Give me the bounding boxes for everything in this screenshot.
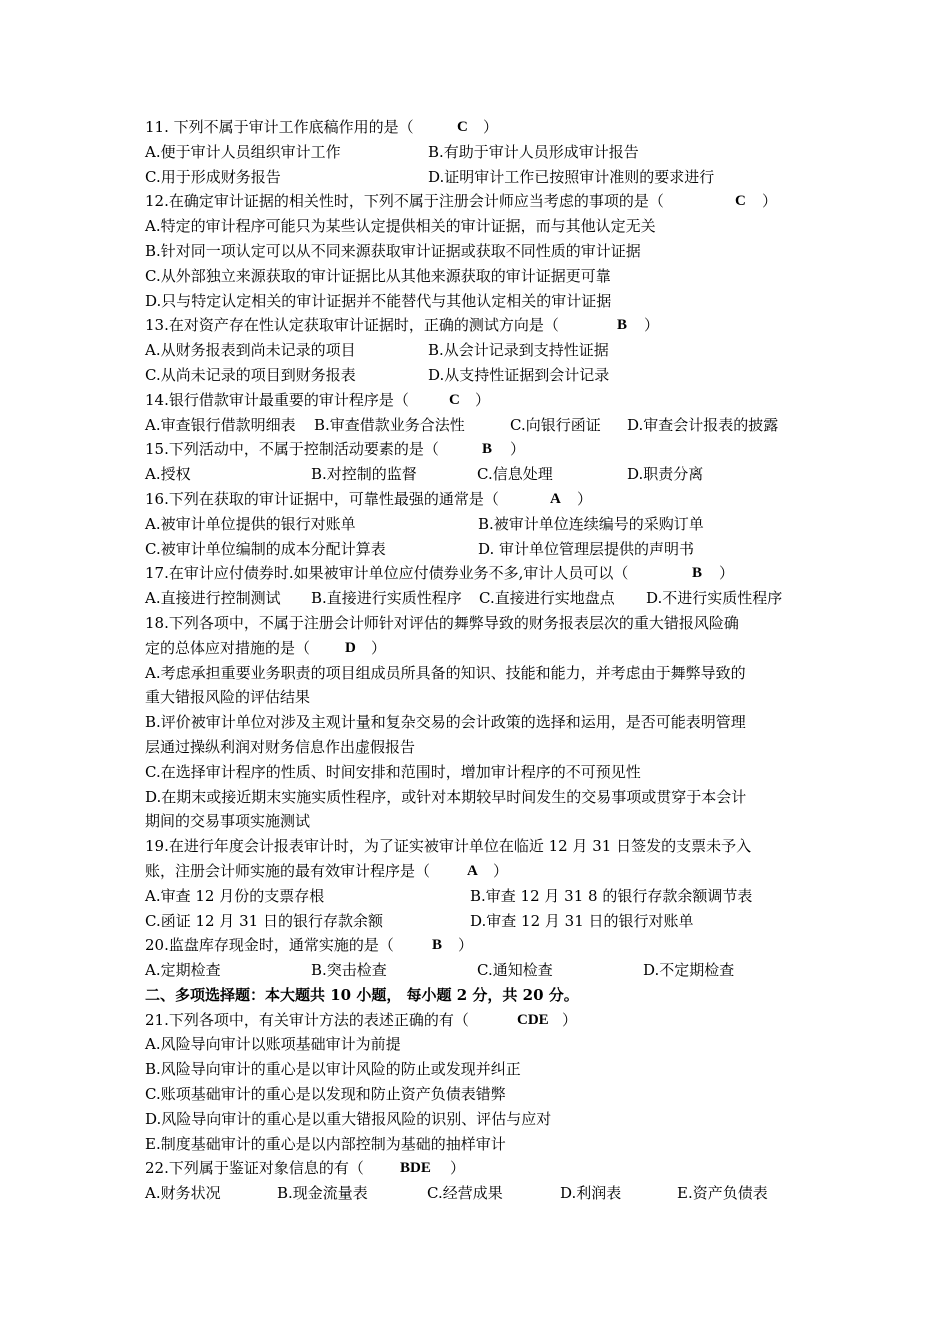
close-paren: ） [762,192,778,211]
question-text: 20.监盘库存现金时，通常实施的是（ [145,936,394,955]
close-paren: ） [475,390,491,409]
question-17-stem [145,561,825,586]
option-a: A.特定的审计程序可能只为某些认定提供相关的审计证据，而与其他认定无关 [145,217,656,236]
answer: A [467,862,478,879]
question-13-options-ab [145,338,825,363]
question-text: 12.在确定审计证据的相关性时，下列不属于注册会计师应当考虑的事项的是（ [145,192,664,211]
question-19-options-ab [145,884,825,909]
option-a: A.被审计单位提供的银行对账单 [145,514,356,533]
answer: C [457,119,468,135]
option-a: A.定期检查 [145,961,221,980]
question-11-options-ab [145,140,825,165]
close-paren: ） [450,1159,466,1178]
answer: CDE [517,1011,549,1028]
option-c: C.经营成果 [427,1184,503,1203]
option-d: D. 审计单位管理层提供的声明书 [478,539,695,558]
question-text: 22.下列属于鉴证对象信息的有（ [145,1159,364,1178]
close-paren: ） [719,564,735,583]
close-paren: ） [493,861,509,880]
question-21-option-a [145,1032,825,1057]
close-paren: ） [483,118,499,136]
option-b: B.有助于审计人员形成审计报告 [428,142,639,161]
question-19-options-cd [145,909,825,934]
question-12-option-b [145,239,825,264]
option-a: A.便于审计人员组织审计工作 [145,142,341,161]
question-20-stem [145,933,825,958]
question-21-option-c [145,1082,825,1107]
question-20-options [145,958,825,983]
answer: BDE [400,1160,431,1177]
option-a: A.审查 12 月份的支票存根 [145,886,325,905]
option-c: C.直接进行实地盘点 [479,589,615,608]
option-b: B.突击检查 [311,961,387,980]
option-b: B.被审计单位连续编号的采购订单 [478,514,704,533]
question-18-option-b-line2 [145,735,825,760]
close-paren: ） [577,489,593,508]
option-e: E.资产负债表 [677,1184,768,1203]
option-a: A.从财务报表到尚未记录的项目 [145,341,356,360]
exam-page [145,115,825,1206]
option-c: C.从外部独立来源获取的审计证据比从其他来源获取的审计证据更可靠 [145,266,611,285]
option-a: A.直接进行控制测试 [145,589,281,608]
option-d: D.风险导向审计的重心是以重大错报风险的识别、评估与应对 [145,1109,552,1128]
question-19-stem-line1 [145,834,825,859]
option-a: A.财务状况 [145,1184,221,1203]
answer: B [617,317,628,334]
option-a: A.考虑承担重要业务职责的项目组成员所具备的知识、技能和能力，并考虑由于舞弊导致的 [145,663,746,682]
close-paren: ） [371,638,387,657]
question-17-options [145,586,825,611]
option-d: D.利润表 [560,1184,622,1203]
option-c: C.通知检查 [477,961,553,980]
option-c: C.向银行函证 [510,415,601,434]
option-b: B.针对同一项认定可以从不同来源获取审计证据或获取不同性质的审计证据 [145,241,641,260]
option-b: B.审查 12 月 31 8 的银行存款余额调节表 [470,886,753,905]
question-16-stem [145,487,825,512]
question-text: 13.在对资产存在性认定获取审计证据时，正确的测试方向是（ [145,316,559,335]
question-12-option-d [145,289,825,314]
question-11-options-cd [145,165,825,190]
option-d-cont: 期间的交易事项实施测试 [145,812,311,831]
question-text: 21.下列各项中，有关审计方法的表述正确的有（ [145,1010,469,1029]
option-b: B.现金流量表 [277,1184,368,1203]
question-14-stem [145,388,825,413]
question-13-options-cd [145,363,825,388]
option-d: D.不进行实质性程序 [646,589,783,608]
answer: A [550,490,561,507]
option-b: B.风险导向审计的重心是以审计风险的防止或发现并纠正 [145,1060,521,1079]
close-paren: ） [562,1010,578,1029]
option-e: E.制度基础审计的重心是以内部控制为基础的抽样审计 [145,1134,506,1153]
question-text: 15.下列活动中，不属于控制活动要素的是（ [145,440,439,459]
question-12-stem [145,189,825,214]
question-18-option-a-line1 [145,661,825,686]
option-d: D.在期末或接近期末实施实质性程序，或针对本期较早时间发生的交易事项或贯穿于本会计 [145,787,747,806]
answer: B [692,565,703,582]
option-b: B.对控制的监督 [311,465,417,484]
option-a: A.授权 [145,465,191,484]
question-18-option-a-line2 [145,685,825,710]
answer: B [432,937,443,954]
section-heading [145,983,825,1008]
option-d: D.职责分离 [627,465,704,484]
answer: C [449,391,460,408]
option-d: D.审查 12 月 31 日的银行对账单 [470,911,694,930]
question-text: 11. 下列不属于审计工作底稿作用的是（ [145,118,414,136]
question-12-option-c [145,264,825,289]
question-22-options [145,1181,825,1206]
option-b: B.从会计记录到支持性证据 [428,341,609,360]
option-c: C.从尚未记录的项目到财务报表 [145,365,356,384]
option-b: B.评价被审计单位对涉及主观计量和复杂交易的会计政策的选择和运用，是否可能表明管理 [145,713,746,732]
question-21-option-b [145,1057,825,1082]
option-d: D.从支持性证据到会计记录 [428,365,610,384]
option-c: C.信息处理 [477,465,553,484]
option-a-cont: 重大错报风险的评估结果 [145,688,311,707]
option-c: C.函证 12 月 31 日的银行存款余额 [145,911,383,930]
question-11-stem [145,115,825,140]
question-13-stem [145,313,825,338]
close-paren: ） [644,316,660,335]
section-title: 二、多项选择题：本大题共 10 小题， 每小题 2 分，共 20 分。 [145,985,579,1004]
option-b: B.直接进行实质性程序 [311,589,462,608]
question-16-options-ab [145,512,825,537]
question-14-options [145,413,825,438]
question-text: 17.在审计应付债券时.如果被审计单位应付债券业务不多,审计人员可以（ [145,564,629,583]
option-b-cont: 层通过操纵利润对财务信息作出虚假报告 [145,737,416,756]
question-text: 14.银行借款审计最重要的审计程序是（ [145,390,409,409]
question-15-stem [145,437,825,462]
option-b: B.审查借款业务合法性 [314,415,465,434]
answer: D [345,639,356,656]
option-d: D.不定期检查 [643,961,735,980]
question-18-stem-line2 [145,636,825,661]
option-c: C.被审计单位编制的成本分配计算表 [145,539,386,558]
close-paren: ） [458,936,474,955]
question-18-option-d-line2 [145,809,825,834]
question-16-options-cd [145,537,825,562]
question-18-option-c [145,760,825,785]
question-21-option-e [145,1132,825,1157]
question-text: 18.下列各项中，不属于注册会计师针对评估的舞弊导致的财务报表层次的重大错报风险确 [145,613,739,632]
close-paren: ） [510,440,526,459]
question-22-stem [145,1156,825,1181]
question-12-option-a [145,214,825,239]
option-d: D.审查会计报表的披露 [627,415,779,434]
option-c: C.在选择审计程序的性质、时间安排和范围时，增加审计程序的不可预见性 [145,762,641,781]
option-d: D.只与特定认定相关的审计证据并不能替代与其他认定相关的审计证据 [145,291,612,310]
answer: B [482,441,493,458]
question-21-option-d [145,1107,825,1132]
question-text: 定的总体应对措施的是（ [145,638,311,657]
option-a: A.风险导向审计以账项基础审计为前提 [145,1035,401,1054]
question-18-stem-line1 [145,611,825,636]
answer: C [735,193,746,210]
question-text: 账，注册会计师实施的最有效审计程序是（ [145,861,431,880]
question-text: 19.在进行年度会计报表审计时，为了证实被审计单位在临近 12 月 31 日签发的支票未予入 [145,837,752,856]
option-d: D.证明审计工作已按照审计准则的要求进行 [428,167,715,186]
option-c: C.用于形成财务报告 [145,167,281,186]
option-c: C.账项基础审计的重心是以发现和防止资产负债表错弊 [145,1085,506,1104]
question-text: 16.下列在获取的审计证据中，可靠性最强的通常是（ [145,489,499,508]
question-19-stem-line2 [145,859,825,884]
question-18-option-d-line1 [145,785,825,810]
question-18-option-b-line1 [145,710,825,735]
question-15-options [145,462,825,487]
option-a: A.审查银行借款明细表 [145,415,296,434]
question-21-stem [145,1008,825,1033]
